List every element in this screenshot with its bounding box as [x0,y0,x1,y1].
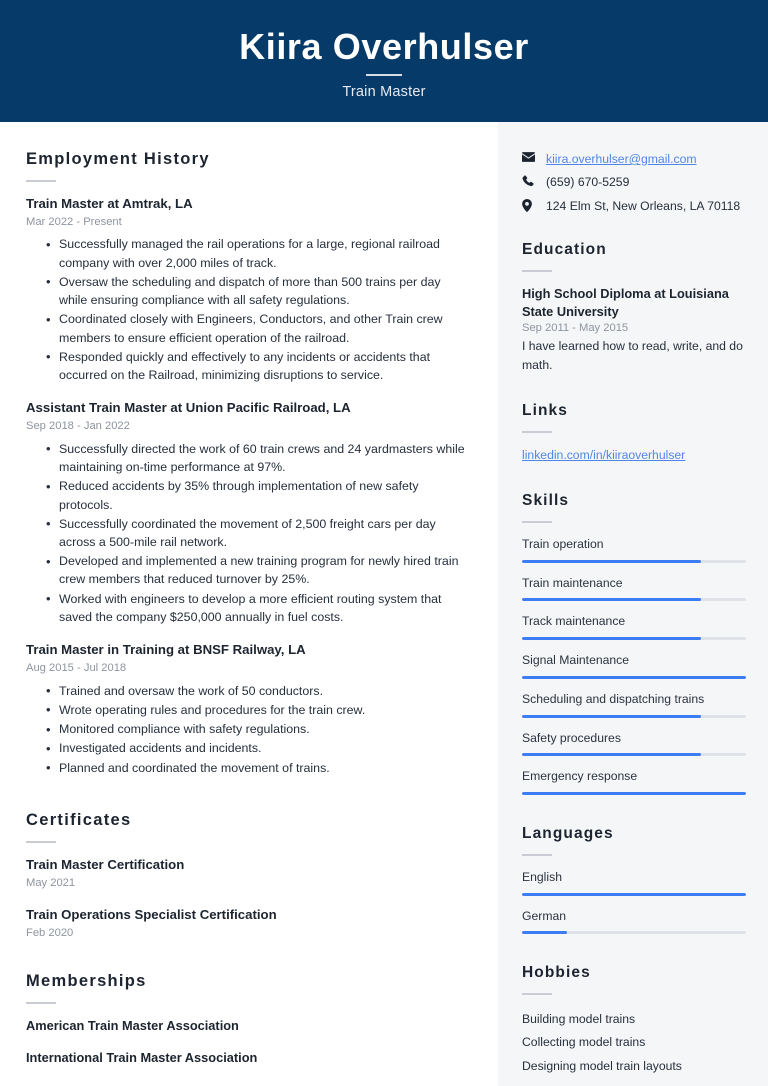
section-title: Links [522,401,568,419]
skill-level-fill [522,676,746,679]
address-text: 124 Elm St, New Orleans, LA 70118 [546,198,741,213]
skill-level-track [522,715,746,718]
job-bullet: • Reduced accidents by 35% through implementation of new safety protocols. [46,477,472,513]
job-bullet: • Coordinated closely with Engineers, Conductors, and other Train crew members to ensure efficient operation of the railroad. [46,310,472,346]
skill-level-fill [522,560,701,563]
section-underline [26,180,56,182]
section-underline [522,854,552,856]
job-bullet: • Successfully directed the work of 60 train crews and 24 yardmasters while maintaining on-time performance at 97%. [46,440,472,476]
job-bullet: • Worked with engineers to develop a more efficient routing system that saved the company $250,000 annually in fuel costs. [46,590,472,626]
skill-level-fill [522,598,701,601]
skill-level-fill [522,792,746,795]
job-bullet: • Responded quickly and effectively to any incidents or accidents that occurred on the Railroad, minimizing disruptions to service. [46,348,472,384]
job-bullet: • Oversaw the scheduling and dispatch of more than 500 trains per day while ensuring compliance with all safety regulations. [46,273,472,309]
contact-block [522,150,746,215]
hobby-item: Building model trains [522,1012,636,1027]
section-employment-history [26,150,472,777]
education-entry [522,285,746,374]
header-divider [366,74,402,76]
skill-item [522,613,746,640]
job-bullet: • Trained and oversaw the work of 50 conductors. [46,682,472,700]
skill-label: Scheduling and dispatching trains [522,691,705,706]
location-pin-icon [522,197,538,212]
job-entry [26,641,472,777]
skill-label: Safety procedures [522,730,621,745]
section-languages [522,825,746,934]
language-label: German [522,908,567,923]
skill-level-track [522,676,746,679]
skill-level-track [522,753,746,756]
skill-item [522,575,746,602]
job-date: Mar 2022 - Present [26,215,122,228]
skill-item [522,730,746,757]
candidate-job-title: Train Master [342,84,426,101]
language-level-track [522,893,746,896]
job-entry [26,399,472,626]
main-column [0,122,498,1086]
section-underline [522,431,552,433]
section-links [522,402,746,464]
job-bullet: • Planned and coordinated the movement of trains. [46,759,472,777]
job-entry [26,195,472,384]
email-icon [522,150,538,162]
skill-level-track [522,560,746,563]
certificate-entry [26,856,472,891]
membership-title: International Train Master Association [26,1049,258,1065]
section-title: Certificates [26,810,132,829]
section-education [522,241,746,374]
membership-title: American Train Master Association [26,1017,239,1033]
section-skills [522,492,746,795]
section-hobbies [522,964,746,1078]
job-bullet: • Monitored compliance with safety regulations. [46,720,472,738]
section-title: Languages [522,824,614,842]
skill-label: Emergency response [522,769,638,784]
skill-level-track [522,637,746,640]
hobby-item: Designing model train layouts [522,1058,682,1073]
skill-item [522,536,746,563]
language-level-fill [522,931,567,934]
job-bullet: • Developed and implemented a new training program for newly hired train crew members that reduced turnover by 25%. [46,552,472,588]
section-title: Memberships [26,971,147,990]
language-level-track [522,931,746,934]
phone-icon [522,173,538,187]
job-title: Assistant Train Master at Union Pacific Railroad, LA [26,400,351,416]
job-date: Aug 2015 - Jul 2018 [26,662,127,674]
skill-level-fill [522,637,701,640]
section-underline [26,1002,56,1004]
certificate-title: Train Master Certification [26,856,185,872]
linkedin-link[interactable]: linkedin.com/in/kiiraoverhulser [522,447,686,462]
skill-label: Train maintenance [522,575,623,590]
resume-header [0,0,768,122]
skill-label: Track maintenance [522,614,626,629]
section-underline [522,993,552,995]
skill-level-track [522,598,746,601]
job-date: Sep 2018 - Jan 2022 [26,420,130,433]
contact-row-email [522,150,746,168]
contact-row-address [522,197,746,215]
sidebar-column [498,122,768,1086]
hobby-item: Collecting model trains [522,1035,646,1050]
section-title: Education [522,240,607,258]
job-title: Train Master at Amtrak, LA [26,196,193,211]
language-level-fill [522,893,746,896]
job-bullet: • Wrote operating rules and procedures for the train crew. [46,701,472,719]
section-certificates [26,811,472,942]
education-description: I have learned how to read, write, and do math. [522,339,743,372]
language-item [522,908,746,935]
section-underline [522,270,552,272]
phone-number: (659) 670-5259 [546,175,630,190]
resume-body [0,122,768,1086]
section-title: Hobbies [522,964,591,982]
section-underline [522,521,552,523]
job-title: Train Master in Training at BNSF Railway, LA [26,642,306,658]
skill-level-fill [522,753,701,756]
certificate-title: Train Operations Specialist Certification [26,907,277,923]
section-title: Skills [522,492,570,510]
section-title: Employment History [26,150,210,168]
skill-level-track [522,792,746,795]
certificate-entry [26,906,472,941]
job-bullet: • Successfully coordinated the movement of 2,500 freight cars per day across a 500-mile rail network. [46,515,472,551]
contact-row-phone [522,173,746,191]
section-underline [26,841,56,843]
job-bullet: • Successfully managed the rail operations for a large, regional railroad company with over 2,000 miles of track. [46,235,472,271]
skill-item [522,652,746,679]
job-bullet-list [26,440,472,626]
language-label: English [522,869,562,884]
skill-label: Signal Maintenance [522,653,630,668]
section-memberships [26,972,472,1067]
job-bullet-list [26,235,472,384]
education-title: High School Diploma at Louisiana State University [522,285,729,319]
skill-item [522,768,746,795]
skill-level-fill [522,715,701,718]
education-date: Sep 2011 - May 2015 [522,322,629,335]
job-bullet-list [26,682,472,777]
skill-item [522,691,746,718]
certificate-date: Feb 2020 [26,927,74,940]
candidate-name: Kiira Overhulser [239,25,529,67]
skill-label: Train operation [522,537,604,552]
certificate-date: May 2021 [26,876,76,889]
email-link[interactable]: kiira.overhulser@gmail.com [546,152,697,166]
job-bullet: • Investigated accidents and incidents. [46,739,472,757]
language-item [522,869,746,896]
